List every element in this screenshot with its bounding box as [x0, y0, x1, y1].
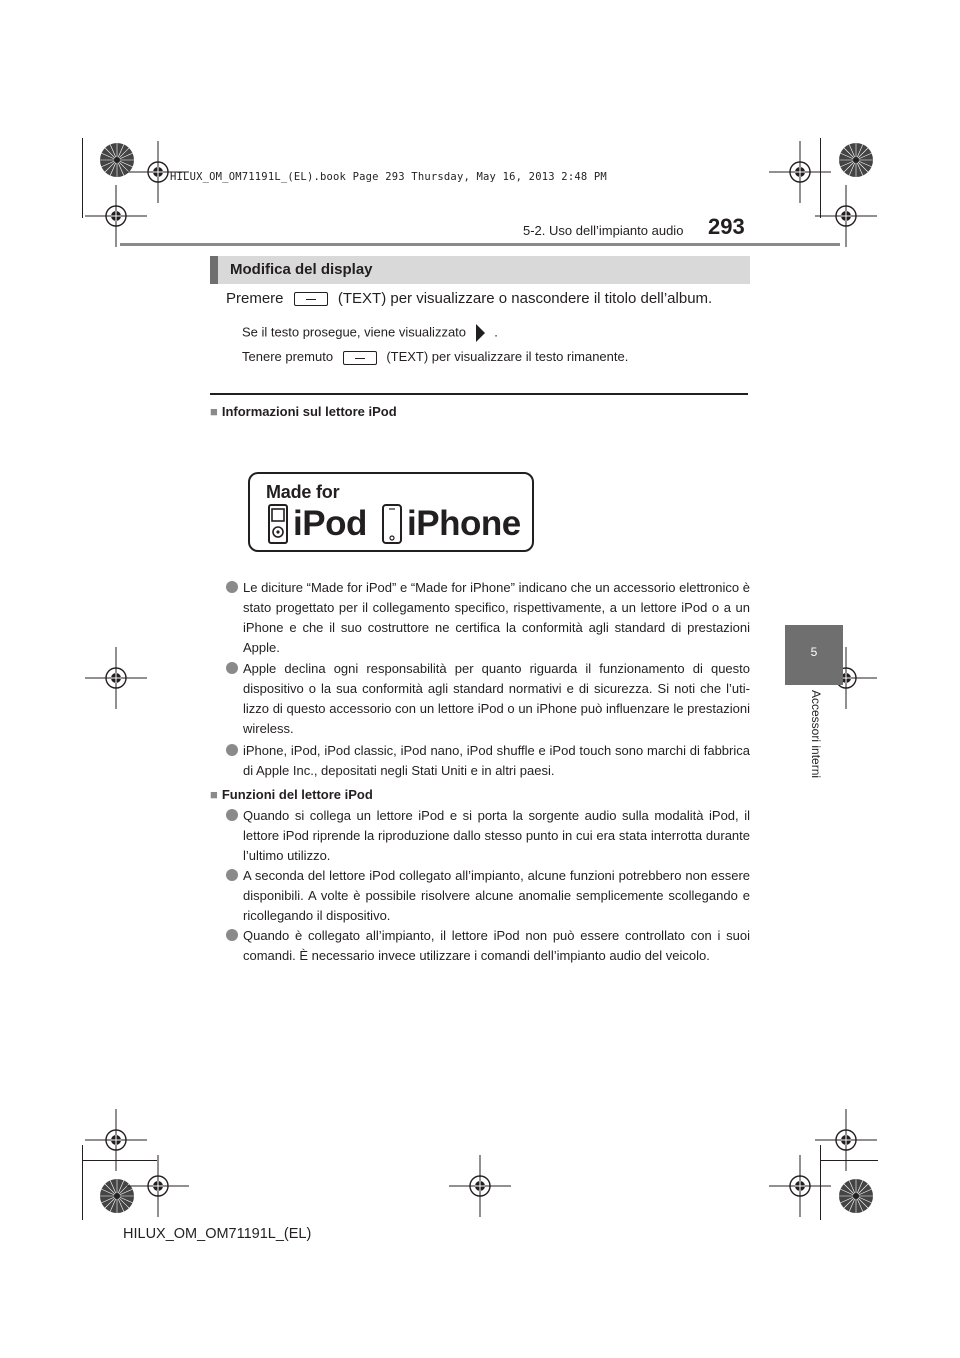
- registration-mark: [815, 185, 877, 247]
- instruction-after: (TEXT) per visualizzare o nascondere il titolo dell’album.: [337, 290, 713, 307]
- bullet-text: Le diciture “Made for iPod” e “Made for iPhone” indicano che un accessorio elettronico è stato progettato per il collegamento specifico, rispettivamente, a un lettore iPod o a un iPhone e che il suo costruttore ne certifica la conformità agli standard di prestazioni Apple.: [243, 580, 750, 655]
- crop-line: [820, 1160, 878, 1161]
- print-stamp: HILUX_OM_OM71191L_(EL).book Page 293 Thursday, May 16, 2013 2:48 PM: [170, 171, 607, 183]
- page-number: 293: [708, 214, 745, 239]
- info-section-title: Informazioni sul lettore iPod: [221, 404, 397, 419]
- header-rule: [120, 243, 840, 246]
- logo-iphone: iPhone: [407, 504, 521, 543]
- note1-before: Se il testo prosegue, viene visualizzato: [242, 324, 467, 340]
- text-button-icon: [343, 351, 377, 365]
- round-bullet-icon: [226, 744, 238, 756]
- logo-ipod: iPod: [293, 504, 367, 543]
- chapter-tab: [785, 625, 843, 685]
- bullet-text: Apple declina ogni responsabilità per quanto riguarda il funzionamento di questo dispositivo o la sua conformità agli standard normativi e di sicurezza. Si noti che l’utilizzo di questo accessorio con un lettore iPod o un iPhone può influenzare le prestazioni wireless.: [243, 661, 750, 736]
- functions-section-title: Funzioni del lettore iPod: [221, 787, 373, 802]
- note1-after: .: [494, 324, 498, 340]
- note-line-2: [242, 349, 628, 365]
- box-title-text: Modifica del display: [230, 261, 373, 278]
- note-line-1: [242, 324, 498, 342]
- registration-mark: [769, 1155, 831, 1217]
- square-bullet-icon: ■: [210, 787, 218, 802]
- instruction-line: [226, 290, 712, 307]
- crop-line: [820, 138, 821, 218]
- section-separator: [210, 393, 748, 395]
- registration-mark: [127, 1155, 189, 1217]
- bullet-item: [226, 578, 750, 658]
- bullet-item: [226, 866, 750, 926]
- bullet-text: Quando si collega un lettore iPod e si porta la sorgente audio sulla modalità iPod, il lettore iPod riprende la riproduzione dallo stesso punto in cui era stata interrotta durante l’ultimo utilizzo.: [243, 808, 750, 863]
- square-bullet-icon: ■: [210, 404, 218, 419]
- bullet-text: Quando è collegato all’impianto, il lettore iPod non può essere controllato con i suoi comandi. È necessario invece utilizzare i comandi dell’impianto audio del veicolo.: [243, 928, 750, 963]
- bullet-item: [226, 926, 750, 966]
- ipod-device-icon: [268, 504, 288, 544]
- round-bullet-icon: [226, 662, 238, 674]
- chapter-number: 5: [810, 645, 818, 659]
- text-button-icon: [294, 292, 328, 306]
- round-bullet-icon: [226, 809, 238, 821]
- footer-document-code: HILUX_OM_OM71191L_(EL): [123, 1226, 312, 1242]
- bullet-item: [226, 659, 750, 739]
- note2-after: (TEXT) per visualizzare il testo rimanente.: [386, 349, 629, 364]
- info-section-heading: [210, 404, 397, 419]
- note2-before: Tenere premuto: [242, 349, 334, 364]
- crop-line: [82, 1145, 83, 1220]
- crop-line: [820, 1145, 821, 1220]
- registration-mark: [85, 185, 147, 247]
- round-bullet-icon: [226, 929, 238, 941]
- iphone-device-icon: [382, 504, 402, 544]
- bullet-text: iPhone, iPod, iPod classic, iPod nano, iPod shuffle e iPod touch sono marchi di fabbrica di Apple Inc., depositati negli Stati Uniti e in altri paesi.: [243, 743, 750, 778]
- instruction-before: Premere: [226, 290, 284, 307]
- bullet-item: [226, 741, 750, 781]
- round-bullet-icon: [226, 581, 238, 593]
- display-section-title: [210, 256, 750, 284]
- bullet-text: A seconda del lettore iPod collegato all’impianto, alcune funzioni potrebbero non essere disponibili. A volte è possibile risolvere alcune anomalie semplicemente scollegando e ricollegando il dispositivo.: [243, 868, 750, 923]
- crop-line: [82, 138, 83, 218]
- round-bullet-icon: [226, 869, 238, 881]
- made-for-ipod-iphone-logo: [248, 472, 534, 552]
- continue-arrow-icon: [476, 324, 485, 342]
- chapter-label: Accessori interni: [809, 690, 823, 779]
- registration-mark: [85, 647, 147, 709]
- registration-mark: [449, 1155, 511, 1217]
- bullet-item: [226, 806, 750, 866]
- color-rosette-mark: [838, 1178, 874, 1214]
- crop-line: [82, 1160, 157, 1161]
- functions-section-heading: [210, 787, 373, 802]
- section-header: 5-2. Uso dell’impianto audio: [523, 223, 684, 238]
- logo-made-for: Made for: [266, 482, 340, 502]
- color-rosette-mark: [838, 142, 874, 178]
